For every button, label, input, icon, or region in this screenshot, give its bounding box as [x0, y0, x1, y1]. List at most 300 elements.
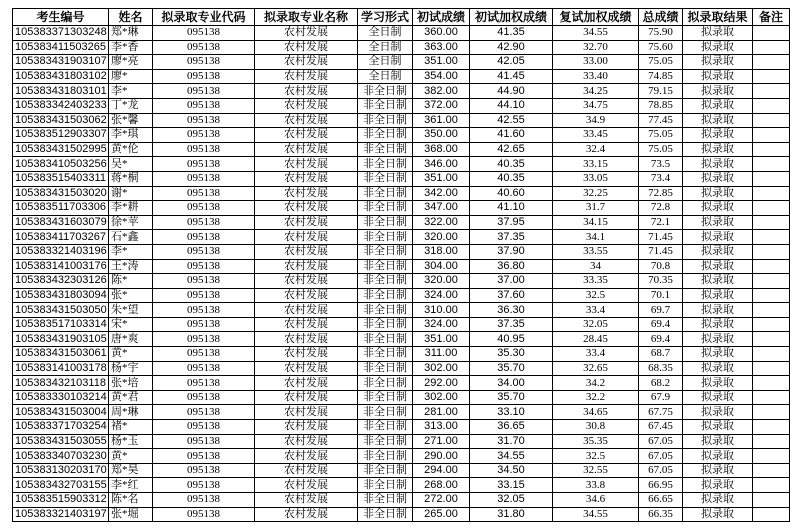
result-cell: 拟录取 — [683, 288, 753, 303]
table-row — [13, 128, 790, 143]
retest-weighted-cell: 32.05 — [553, 317, 639, 332]
initial-score-cell: 302.00 — [413, 361, 470, 376]
total-cell: 73.5 — [639, 157, 683, 172]
major-name-cell: 农村发展 — [255, 69, 358, 84]
col-header-exam-id: 考生编号 — [13, 9, 109, 26]
remarks-cell — [753, 215, 790, 230]
exam-id-cell: 105383431803101 — [13, 84, 109, 99]
major-code-cell: 095138 — [153, 259, 255, 274]
initial-score-cell: 361.00 — [413, 113, 470, 128]
initial-weighted-cell: 37.00 — [470, 274, 553, 289]
remarks-cell — [753, 288, 790, 303]
table-row — [13, 274, 790, 289]
study-mode-cell: 全日制 — [358, 26, 413, 41]
study-mode-cell: 非全日制 — [358, 434, 413, 449]
major-name-cell: 农村发展 — [255, 26, 358, 41]
remarks-cell — [753, 186, 790, 201]
study-mode-cell: 非全日制 — [358, 303, 413, 318]
name-cell: 黄*君 — [109, 390, 153, 405]
total-cell: 75.60 — [639, 40, 683, 55]
retest-weighted-cell: 34.55 — [553, 507, 639, 522]
table-row — [13, 69, 790, 84]
name-cell: 李*红 — [109, 478, 153, 493]
table-row — [13, 113, 790, 128]
initial-weighted-cell: 37.35 — [470, 230, 553, 245]
initial-score-cell: 351.00 — [413, 171, 470, 186]
col-header-remarks: 备注 — [753, 9, 790, 26]
remarks-cell — [753, 230, 790, 245]
col-header-major-name: 拟录取专业名称 — [255, 9, 358, 26]
exam-id-cell: 105383130203170 — [13, 463, 109, 478]
major-code-cell: 095138 — [153, 507, 255, 522]
table-row — [13, 142, 790, 157]
retest-weighted-cell: 32.55 — [553, 463, 639, 478]
total-cell: 67.05 — [639, 449, 683, 464]
study-mode-cell: 非全日制 — [358, 405, 413, 420]
initial-weighted-cell: 42.65 — [470, 142, 553, 157]
total-cell: 68.7 — [639, 347, 683, 362]
initial-weighted-cell: 34.00 — [470, 376, 553, 391]
name-cell: 张*馨 — [109, 113, 153, 128]
name-cell: 廖*亮 — [109, 55, 153, 70]
exam-id-cell: 105383511703306 — [13, 201, 109, 216]
name-cell: 陈* — [109, 274, 153, 289]
result-cell: 拟录取 — [683, 434, 753, 449]
initial-score-cell: 342.00 — [413, 186, 470, 201]
study-mode-cell: 非全日制 — [358, 171, 413, 186]
total-cell: 79.15 — [639, 84, 683, 99]
total-cell: 78.85 — [639, 98, 683, 113]
total-cell: 66.35 — [639, 507, 683, 522]
admission-table — [12, 8, 790, 522]
table-row — [13, 376, 790, 391]
table-row — [13, 230, 790, 245]
exam-id-cell: 105383431503004 — [13, 405, 109, 420]
remarks-cell — [753, 55, 790, 70]
major-code-cell: 095138 — [153, 55, 255, 70]
exam-id-cell: 105383431903105 — [13, 332, 109, 347]
col-header-result: 拟录取结果 — [683, 9, 753, 26]
col-header-major-code: 拟录取专业代码 — [153, 9, 255, 26]
remarks-cell — [753, 303, 790, 318]
study-mode-cell: 非全日制 — [358, 332, 413, 347]
remarks-cell — [753, 98, 790, 113]
major-name-cell: 农村发展 — [255, 274, 358, 289]
retest-weighted-cell: 33.4 — [553, 347, 639, 362]
remarks-cell — [753, 493, 790, 508]
major-code-cell: 095138 — [153, 449, 255, 464]
exam-id-cell: 105383321403196 — [13, 244, 109, 259]
exam-id-cell: 105383431903107 — [13, 55, 109, 70]
total-cell: 71.45 — [639, 244, 683, 259]
major-name-cell: 农村发展 — [255, 390, 358, 405]
total-cell: 69.4 — [639, 332, 683, 347]
name-cell: 王*涛 — [109, 259, 153, 274]
remarks-cell — [753, 420, 790, 435]
retest-weighted-cell: 31.7 — [553, 201, 639, 216]
retest-weighted-cell: 33.40 — [553, 69, 639, 84]
result-cell: 拟录取 — [683, 332, 753, 347]
study-mode-cell: 非全日制 — [358, 84, 413, 99]
initial-score-cell: 268.00 — [413, 478, 470, 493]
initial-weighted-cell: 33.15 — [470, 478, 553, 493]
result-cell: 拟录取 — [683, 347, 753, 362]
remarks-cell — [753, 390, 790, 405]
initial-weighted-cell: 37.90 — [470, 244, 553, 259]
retest-weighted-cell: 32.70 — [553, 40, 639, 55]
total-cell: 66.65 — [639, 493, 683, 508]
major-name-cell: 农村发展 — [255, 40, 358, 55]
initial-weighted-cell: 42.55 — [470, 113, 553, 128]
major-name-cell: 农村发展 — [255, 157, 358, 172]
exam-id-cell: 105383432703155 — [13, 478, 109, 493]
header-row — [13, 9, 790, 26]
initial-weighted-cell: 36.30 — [470, 303, 553, 318]
study-mode-cell: 非全日制 — [358, 507, 413, 522]
major-name-cell: 农村发展 — [255, 230, 358, 245]
study-mode-cell: 非全日制 — [358, 98, 413, 113]
study-mode-cell: 非全日制 — [358, 157, 413, 172]
exam-id-cell: 105383517103314 — [13, 317, 109, 332]
total-cell: 75.05 — [639, 55, 683, 70]
col-header-initial-score: 初试成绩 — [413, 9, 470, 26]
name-cell: 杨*玉 — [109, 434, 153, 449]
initial-score-cell: 313.00 — [413, 420, 470, 435]
major-name-cell: 农村发展 — [255, 463, 358, 478]
major-code-cell: 095138 — [153, 361, 255, 376]
remarks-cell — [753, 259, 790, 274]
table-row — [13, 55, 790, 70]
table-row — [13, 390, 790, 405]
table-row — [13, 463, 790, 478]
total-cell: 68.35 — [639, 361, 683, 376]
retest-weighted-cell: 34.1 — [553, 230, 639, 245]
result-cell: 拟录取 — [683, 420, 753, 435]
name-cell: 黄*伦 — [109, 142, 153, 157]
remarks-cell — [753, 332, 790, 347]
initial-score-cell: 290.00 — [413, 449, 470, 464]
result-cell: 拟录取 — [683, 493, 753, 508]
table-row — [13, 332, 790, 347]
initial-score-cell: 347.00 — [413, 201, 470, 216]
table-row — [13, 434, 790, 449]
remarks-cell — [753, 317, 790, 332]
total-cell: 67.45 — [639, 420, 683, 435]
major-name-cell: 农村发展 — [255, 361, 358, 376]
name-cell: 徐*苹 — [109, 215, 153, 230]
name-cell: 张*堀 — [109, 507, 153, 522]
major-name-cell: 农村发展 — [255, 376, 358, 391]
major-code-cell: 095138 — [153, 69, 255, 84]
remarks-cell — [753, 171, 790, 186]
result-cell: 拟录取 — [683, 128, 753, 143]
study-mode-cell: 非全日制 — [358, 113, 413, 128]
retest-weighted-cell: 34.9 — [553, 113, 639, 128]
initial-score-cell: 324.00 — [413, 288, 470, 303]
result-cell: 拟录取 — [683, 303, 753, 318]
major-code-cell: 095138 — [153, 332, 255, 347]
initial-score-cell: 304.00 — [413, 259, 470, 274]
major-name-cell: 农村发展 — [255, 420, 358, 435]
total-cell: 69.7 — [639, 303, 683, 318]
result-cell: 拟录取 — [683, 215, 753, 230]
result-cell: 拟录取 — [683, 55, 753, 70]
initial-score-cell: 318.00 — [413, 244, 470, 259]
major-code-cell: 095138 — [153, 201, 255, 216]
retest-weighted-cell: 32.2 — [553, 390, 639, 405]
exam-id-cell: 105383371303248 — [13, 26, 109, 41]
initial-score-cell: 310.00 — [413, 303, 470, 318]
exam-id-cell: 105383330103214 — [13, 390, 109, 405]
exam-id-cell: 105383431503055 — [13, 434, 109, 449]
name-cell: 褚* — [109, 420, 153, 435]
study-mode-cell: 非全日制 — [358, 259, 413, 274]
remarks-cell — [753, 26, 790, 41]
table-row — [13, 303, 790, 318]
study-mode-cell: 非全日制 — [358, 390, 413, 405]
table-row — [13, 244, 790, 259]
name-cell: 李*香 — [109, 40, 153, 55]
major-name-cell: 农村发展 — [255, 55, 358, 70]
remarks-cell — [753, 361, 790, 376]
exam-id-cell: 105383321403197 — [13, 507, 109, 522]
remarks-cell — [753, 405, 790, 420]
study-mode-cell: 非全日制 — [358, 244, 413, 259]
study-mode-cell: 非全日制 — [358, 493, 413, 508]
major-code-cell: 095138 — [153, 157, 255, 172]
major-code-cell: 095138 — [153, 463, 255, 478]
total-cell: 67.75 — [639, 405, 683, 420]
major-code-cell: 095138 — [153, 274, 255, 289]
col-header-total: 总成绩 — [639, 9, 683, 26]
major-name-cell: 农村发展 — [255, 507, 358, 522]
table-row — [13, 98, 790, 113]
exam-id-cell: 105383515403311 — [13, 171, 109, 186]
initial-weighted-cell: 36.65 — [470, 420, 553, 435]
initial-score-cell: 368.00 — [413, 142, 470, 157]
major-code-cell: 095138 — [153, 405, 255, 420]
study-mode-cell: 非全日制 — [358, 420, 413, 435]
major-name-cell: 农村发展 — [255, 259, 358, 274]
total-cell: 70.35 — [639, 274, 683, 289]
exam-id-cell: 105383512903307 — [13, 128, 109, 143]
major-name-cell: 农村发展 — [255, 347, 358, 362]
initial-score-cell: 294.00 — [413, 463, 470, 478]
name-cell: 黄* — [109, 449, 153, 464]
result-cell: 拟录取 — [683, 201, 753, 216]
remarks-cell — [753, 128, 790, 143]
major-name-cell: 农村发展 — [255, 142, 358, 157]
table-row — [13, 84, 790, 99]
exam-id-cell: 105383431503020 — [13, 186, 109, 201]
major-code-cell: 095138 — [153, 317, 255, 332]
initial-score-cell: 351.00 — [413, 55, 470, 70]
major-code-cell: 095138 — [153, 230, 255, 245]
name-cell: 谢* — [109, 186, 153, 201]
result-cell: 拟录取 — [683, 390, 753, 405]
remarks-cell — [753, 478, 790, 493]
initial-weighted-cell: 40.35 — [470, 157, 553, 172]
remarks-cell — [753, 347, 790, 362]
major-code-cell: 095138 — [153, 303, 255, 318]
major-code-cell: 095138 — [153, 98, 255, 113]
major-code-cell: 095138 — [153, 113, 255, 128]
initial-weighted-cell: 41.45 — [470, 69, 553, 84]
total-cell: 72.85 — [639, 186, 683, 201]
major-code-cell: 095138 — [153, 420, 255, 435]
table-row — [13, 288, 790, 303]
retest-weighted-cell: 32.5 — [553, 449, 639, 464]
study-mode-cell: 非全日制 — [358, 376, 413, 391]
initial-score-cell: 311.00 — [413, 347, 470, 362]
major-name-cell: 农村发展 — [255, 244, 358, 259]
total-cell: 67.9 — [639, 390, 683, 405]
exam-id-cell: 105383340703230 — [13, 449, 109, 464]
col-header-study-mode: 学习形式 — [358, 9, 413, 26]
total-cell: 74.85 — [639, 69, 683, 84]
total-cell: 69.4 — [639, 317, 683, 332]
exam-id-cell: 105383411503265 — [13, 40, 109, 55]
exam-id-cell: 105383141003176 — [13, 259, 109, 274]
result-cell: 拟录取 — [683, 157, 753, 172]
initial-weighted-cell: 34.50 — [470, 463, 553, 478]
name-cell: 郑*琳 — [109, 26, 153, 41]
major-name-cell: 农村发展 — [255, 84, 358, 99]
major-code-cell: 095138 — [153, 376, 255, 391]
table-row — [13, 493, 790, 508]
exam-id-cell: 105383411703267 — [13, 230, 109, 245]
exam-id-cell: 105383431803094 — [13, 288, 109, 303]
total-cell: 73.4 — [639, 171, 683, 186]
result-cell: 拟录取 — [683, 361, 753, 376]
retest-weighted-cell: 34.2 — [553, 376, 639, 391]
remarks-cell — [753, 463, 790, 478]
initial-weighted-cell: 36.80 — [470, 259, 553, 274]
initial-weighted-cell: 40.35 — [470, 171, 553, 186]
study-mode-cell: 非全日制 — [358, 215, 413, 230]
initial-score-cell: 272.00 — [413, 493, 470, 508]
total-cell: 70.8 — [639, 259, 683, 274]
name-cell: 周*琳 — [109, 405, 153, 420]
result-cell: 拟录取 — [683, 259, 753, 274]
study-mode-cell: 非全日制 — [358, 201, 413, 216]
name-cell: 郑*昊 — [109, 463, 153, 478]
name-cell: 张* — [109, 288, 153, 303]
retest-weighted-cell: 34.65 — [553, 405, 639, 420]
exam-id-cell: 105383432103118 — [13, 376, 109, 391]
exam-id-cell: 105383431803102 — [13, 69, 109, 84]
retest-weighted-cell: 33.45 — [553, 128, 639, 143]
major-name-cell: 农村发展 — [255, 478, 358, 493]
total-cell: 75.05 — [639, 142, 683, 157]
initial-weighted-cell: 31.70 — [470, 434, 553, 449]
study-mode-cell: 全日制 — [358, 55, 413, 70]
study-mode-cell: 非全日制 — [358, 230, 413, 245]
retest-weighted-cell: 33.15 — [553, 157, 639, 172]
name-cell: 李* — [109, 84, 153, 99]
study-mode-cell: 非全日制 — [358, 186, 413, 201]
study-mode-cell: 非全日制 — [358, 463, 413, 478]
name-cell: 唐*爽 — [109, 332, 153, 347]
name-cell: 丁*龙 — [109, 98, 153, 113]
name-cell: 张*培 — [109, 376, 153, 391]
exam-id-cell: 105383515903312 — [13, 493, 109, 508]
total-cell: 75.05 — [639, 128, 683, 143]
major-name-cell: 农村发展 — [255, 405, 358, 420]
table-row — [13, 259, 790, 274]
table-row — [13, 420, 790, 435]
initial-score-cell: 354.00 — [413, 69, 470, 84]
retest-weighted-cell: 34.15 — [553, 215, 639, 230]
major-name-cell: 农村发展 — [255, 98, 358, 113]
name-cell: 廖* — [109, 69, 153, 84]
result-cell: 拟录取 — [683, 376, 753, 391]
major-code-cell: 095138 — [153, 244, 255, 259]
major-name-cell: 农村发展 — [255, 186, 358, 201]
name-cell: 蒋*桐 — [109, 171, 153, 186]
major-code-cell: 095138 — [153, 40, 255, 55]
major-name-cell: 农村发展 — [255, 332, 358, 347]
major-code-cell: 095138 — [153, 478, 255, 493]
initial-score-cell: 372.00 — [413, 98, 470, 113]
initial-weighted-cell: 37.35 — [470, 317, 553, 332]
initial-weighted-cell: 35.70 — [470, 361, 553, 376]
exam-id-cell: 105383431502995 — [13, 142, 109, 157]
initial-weighted-cell: 41.60 — [470, 128, 553, 143]
initial-score-cell: 320.00 — [413, 274, 470, 289]
result-cell: 拟录取 — [683, 244, 753, 259]
table-row — [13, 215, 790, 230]
remarks-cell — [753, 40, 790, 55]
result-cell: 拟录取 — [683, 230, 753, 245]
remarks-cell — [753, 376, 790, 391]
initial-score-cell: 320.00 — [413, 230, 470, 245]
exam-id-cell: 105383342403233 — [13, 98, 109, 113]
initial-score-cell: 265.00 — [413, 507, 470, 522]
result-cell: 拟录取 — [683, 274, 753, 289]
table-row — [13, 40, 790, 55]
remarks-cell — [753, 157, 790, 172]
major-name-cell: 农村发展 — [255, 288, 358, 303]
retest-weighted-cell: 33.8 — [553, 478, 639, 493]
result-cell: 拟录取 — [683, 98, 753, 113]
remarks-cell — [753, 274, 790, 289]
exam-id-cell: 105383431503061 — [13, 347, 109, 362]
remarks-cell — [753, 434, 790, 449]
major-name-cell: 农村发展 — [255, 317, 358, 332]
major-name-cell: 农村发展 — [255, 215, 358, 230]
initial-weighted-cell: 37.60 — [470, 288, 553, 303]
major-code-cell: 095138 — [153, 171, 255, 186]
initial-weighted-cell: 41.35 — [470, 26, 553, 41]
major-code-cell: 095138 — [153, 434, 255, 449]
retest-weighted-cell: 32.4 — [553, 142, 639, 157]
exam-id-cell: 105383431603079 — [13, 215, 109, 230]
table-row — [13, 186, 790, 201]
total-cell: 75.90 — [639, 26, 683, 41]
exam-id-cell: 105383410503256 — [13, 157, 109, 172]
initial-score-cell: 302.00 — [413, 390, 470, 405]
table-row — [13, 405, 790, 420]
total-cell: 67.05 — [639, 463, 683, 478]
result-cell: 拟录取 — [683, 507, 753, 522]
remarks-cell — [753, 84, 790, 99]
result-cell: 拟录取 — [683, 26, 753, 41]
study-mode-cell: 非全日制 — [358, 317, 413, 332]
major-name-cell: 农村发展 — [255, 113, 358, 128]
retest-weighted-cell: 34.25 — [553, 84, 639, 99]
table-row — [13, 26, 790, 41]
